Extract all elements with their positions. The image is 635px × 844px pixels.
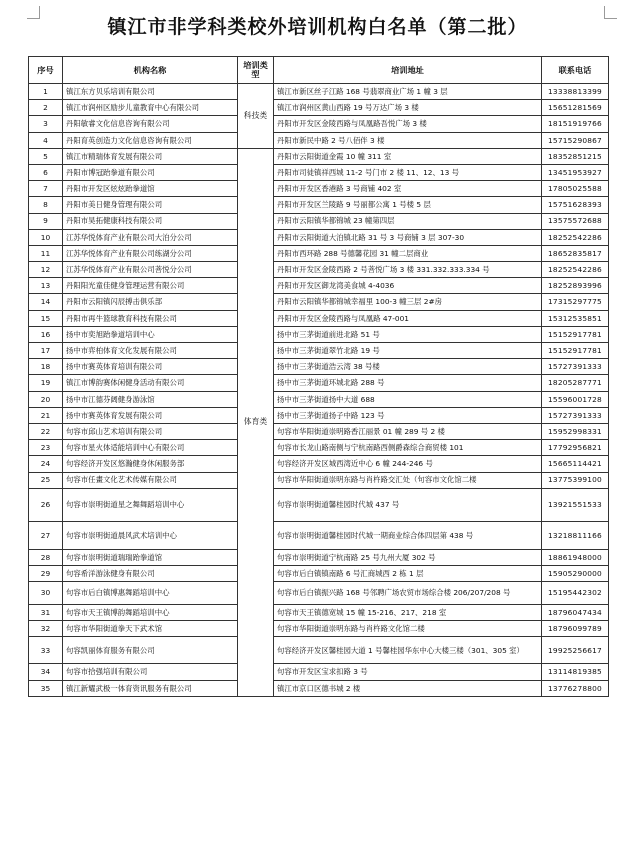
- training-address: 句容市天王镇德宽城 15 幢 15-216、217、218 室: [274, 605, 542, 621]
- contact-phone: 15905290000: [542, 565, 609, 581]
- row-number: 3: [29, 116, 63, 132]
- training-address: 句容市崇明街道宁杭南路 25 号九州大厦 302 号: [274, 549, 542, 565]
- contact-phone: 18205287771: [542, 375, 609, 391]
- institution-name: 扬中市奕旭跆拳道培训中心: [63, 326, 238, 342]
- table-row: [29, 488, 609, 521]
- training-address: 扬中市三茅街道浩云湾 38 号楼: [274, 359, 542, 375]
- row-number: 10: [29, 229, 63, 245]
- table-row: [29, 164, 609, 180]
- table-row: [29, 391, 609, 407]
- training-address: 丹阳市开发区御龙湾美食城 4-4036: [274, 278, 542, 294]
- training-address: 丹阳市开发区兰陵路 9 号丽都公寓 1 号楼 5 层: [274, 197, 542, 213]
- institution-name: 句容市拾强培训有限公司: [63, 664, 238, 680]
- training-address: 句容市崇明街道馨桂园时代城 437 号: [274, 488, 542, 521]
- header-name: 机构名称: [63, 57, 238, 84]
- training-address: 丹阳市开发区金陵西路 2 号菩悦广场 3 楼 331.332.333.334 号: [274, 262, 542, 278]
- institution-name: 丹阳育英创造力文化信息咨询有限公司: [63, 132, 238, 148]
- institution-name: 江苏华悦体育产业有限公司练湖分公司: [63, 245, 238, 261]
- training-address: 镇江市京口区德书城 2 楼: [274, 680, 542, 696]
- institution-name: 镇江市博韵赛体闲健身活动有限公司: [63, 375, 238, 391]
- contact-phone: 13451953927: [542, 164, 609, 180]
- institution-name: 镇江市润州区励步儿童教育中心有限公司: [63, 100, 238, 116]
- training-address: 句容市后白镇振兴路 168 号邻聘广场农贸市场综合楼 206/207/208 号: [274, 582, 542, 605]
- training-address: 镇江市润州区黄山西路 19 号万达广场 3 楼: [274, 100, 542, 116]
- row-number: 20: [29, 391, 63, 407]
- training-address: 句容经济开发区馨桂园大道 1 号馨桂园华东中心大楼三楼（301、305 室）: [274, 637, 542, 664]
- training-address: 扬中市三茅街道翠竹北路 19 号: [274, 343, 542, 359]
- contact-phone: 15152917781: [542, 343, 609, 359]
- contact-phone: 18652835817: [542, 245, 609, 261]
- table-row: [29, 582, 609, 605]
- institution-name: 江苏华悦体育产业有限公司菩悦分公司: [63, 262, 238, 278]
- row-number: 8: [29, 197, 63, 213]
- training-address: 丹阳市云阳街道大泊镇北路 31 号 3 号商铺 3 层 307-30: [274, 229, 542, 245]
- table-row: [29, 375, 609, 391]
- contact-phone: 15727391333: [542, 407, 609, 423]
- training-type: 科技类: [238, 84, 274, 149]
- institution-name: 句容市后白镇博惠舞蹈培训中心: [63, 582, 238, 605]
- training-address: 句容市长龙山路南侧与宁杭南路西侧爵森综合商贸楼 101: [274, 440, 542, 456]
- training-address: 句容市后白镇镇南路 6 号汇商城西 2 栋 1 层: [274, 565, 542, 581]
- table-row: [29, 310, 609, 326]
- contact-phone: 13114819385: [542, 664, 609, 680]
- training-address: 丹阳市司徒镇祥西城 11-2 号门市 2 楼 11、12、13 号: [274, 164, 542, 180]
- table-row: [29, 456, 609, 472]
- row-number: 5: [29, 148, 63, 164]
- contact-phone: 13775399100: [542, 472, 609, 488]
- header-address: 培训地址: [274, 57, 542, 84]
- institution-name: 句容凯丽体育服务有限公司: [63, 637, 238, 664]
- row-number: 28: [29, 549, 63, 565]
- header-phone: 联系电话: [542, 57, 609, 84]
- table-row: [29, 229, 609, 245]
- institution-name: 句容市星火体适能培训中心有限公司: [63, 440, 238, 456]
- row-number: 26: [29, 488, 63, 521]
- institution-name: 句容市崇明街道星之舞舞蹈培训中心: [63, 488, 238, 521]
- institution-name: 丹阳市云阳镇闪辰搏击俱乐部: [63, 294, 238, 310]
- table-row: [29, 213, 609, 229]
- contact-phone: 13921551533: [542, 488, 609, 521]
- table-row: [29, 116, 609, 132]
- institution-name: 句容市任畫文化艺术传媒有限公司: [63, 472, 238, 488]
- institution-name: 句容市华阳街道拳天下武术馆: [63, 621, 238, 637]
- row-number: 1: [29, 84, 63, 100]
- row-number: 6: [29, 164, 63, 180]
- row-number: 7: [29, 181, 63, 197]
- table-row: [29, 407, 609, 423]
- table-row: [29, 294, 609, 310]
- table-row: [29, 565, 609, 581]
- row-number: 18: [29, 359, 63, 375]
- table-row: [29, 472, 609, 488]
- header-no: 序号: [29, 57, 63, 84]
- contact-phone: 19925256617: [542, 637, 609, 664]
- contact-phone: 17792956821: [542, 440, 609, 456]
- row-number: 17: [29, 343, 63, 359]
- training-address: 镇江市新区丝子江路 168 号翡翠商业广场 1 幢 3 层: [274, 84, 542, 100]
- contact-phone: 15596001728: [542, 391, 609, 407]
- contact-phone: 15651281569: [542, 100, 609, 116]
- training-address: 丹阳市云阳镇华都锦城 23 幢第四层: [274, 213, 542, 229]
- row-number: 30: [29, 582, 63, 605]
- row-number: 4: [29, 132, 63, 148]
- table-header-row: [29, 57, 609, 84]
- row-number: 15: [29, 310, 63, 326]
- institution-name: 扬中市赛英体育发展有限公司: [63, 407, 238, 423]
- table-row: [29, 637, 609, 664]
- row-number: 16: [29, 326, 63, 342]
- row-number: 21: [29, 407, 63, 423]
- institution-name: 句容市崇明街道瑞瑞跆拳道馆: [63, 549, 238, 565]
- table-row: [29, 100, 609, 116]
- row-number: 13: [29, 278, 63, 294]
- institution-name: 江苏华悦体育产业有限公司大泊分公司: [63, 229, 238, 245]
- table-row: [29, 245, 609, 261]
- institution-name: 丹阳市美日健身管理有限公司: [63, 197, 238, 213]
- institution-name: 句容市邱山艺术培训有限公司: [63, 423, 238, 439]
- contact-phone: 18796099789: [542, 621, 609, 637]
- table-row: [29, 326, 609, 342]
- training-address: 句容市华阳街道崇明东路与肖杵路文化馆二楼: [274, 621, 542, 637]
- table-row: [29, 132, 609, 148]
- institution-name: 丹阳市博冠跆拳道有限公司: [63, 164, 238, 180]
- row-number: 22: [29, 423, 63, 439]
- contact-phone: 15751628393: [542, 197, 609, 213]
- table-row: [29, 521, 609, 549]
- table-row: [29, 262, 609, 278]
- institution-name: 句容市天王镇博韵舞蹈培训中心: [63, 605, 238, 621]
- training-address: 丹阳市开发区金陵西路与凤凰路吾悦广场 3 楼: [274, 116, 542, 132]
- table-row: [29, 664, 609, 680]
- institution-name: 句容经济开发区悠瀚健身休闲服务部: [63, 456, 238, 472]
- row-number: 29: [29, 565, 63, 581]
- contact-phone: 17315297775: [542, 294, 609, 310]
- training-address: 丹阳市云阳镇华都锦城幸福里 100-3 幢三层 2#房: [274, 294, 542, 310]
- institution-name: 镇江市精瑞体育发展有限公司: [63, 148, 238, 164]
- training-address: 句容市华阳街道崇明路香江丽景 01 幢 289 号 2 楼: [274, 423, 542, 439]
- contact-phone: 13338813399: [542, 84, 609, 100]
- table-row: [29, 680, 609, 696]
- training-address: 丹阳市开发区金陵西路与凤凰路 47-001: [274, 310, 542, 326]
- institution-name: 丹阳敏睿文化信息咨询有限公司: [63, 116, 238, 132]
- contact-phone: 18151919766: [542, 116, 609, 132]
- row-number: 2: [29, 100, 63, 116]
- row-number: 25: [29, 472, 63, 488]
- table-row: [29, 605, 609, 621]
- contact-phone: 18252542286: [542, 229, 609, 245]
- institution-name: 丹阳市开发区炫炫跆拳道馆: [63, 181, 238, 197]
- institution-name: 扬中市江德芬阔健身游泳馆: [63, 391, 238, 407]
- training-address: 扬中市三茅街道扬中大道 688: [274, 391, 542, 407]
- institution-name: 丹阳市再牛篮球教育科技有限公司: [63, 310, 238, 326]
- training-address: 扬中市三茅街道前进北路 51 号: [274, 326, 542, 342]
- contact-phone: 15152917781: [542, 326, 609, 342]
- row-number: 12: [29, 262, 63, 278]
- contact-phone: 18796047434: [542, 605, 609, 621]
- training-address: 丹阳市新民中路 2 号八佰伴 3 楼: [274, 132, 542, 148]
- row-number: 9: [29, 213, 63, 229]
- table-row: [29, 278, 609, 294]
- training-address: 丹阳市开发区香港路 3 号商铺 402 室: [274, 181, 542, 197]
- row-number: 31: [29, 605, 63, 621]
- row-number: 32: [29, 621, 63, 637]
- row-number: 23: [29, 440, 63, 456]
- contact-phone: 15312535851: [542, 310, 609, 326]
- table-row: [29, 440, 609, 456]
- row-number: 24: [29, 456, 63, 472]
- row-number: 19: [29, 375, 63, 391]
- contact-phone: 15715290867: [542, 132, 609, 148]
- institution-name: 镇江新耀武极一体育资讯服务有限公司: [63, 680, 238, 696]
- table-body: [29, 84, 609, 697]
- training-address: 句容经济开发区城西湾近中心 6 幢 244-246 号: [274, 456, 542, 472]
- row-number: 27: [29, 521, 63, 549]
- table-row: [29, 359, 609, 375]
- contact-phone: 18352851215: [542, 148, 609, 164]
- training-type: 体育类: [238, 148, 274, 696]
- row-number: 33: [29, 637, 63, 664]
- row-number: 14: [29, 294, 63, 310]
- training-address: 句容市华阳街道崇明东路与肖杵路交汇处（句容市文化馆二楼: [274, 472, 542, 488]
- contact-phone: 18252893996: [542, 278, 609, 294]
- contact-phone: 18861948000: [542, 549, 609, 565]
- table-row: [29, 423, 609, 439]
- training-address: 丹阳市西环路 288 号德馨花园 31 幢二层商业: [274, 245, 542, 261]
- whitelist-table: [28, 56, 609, 697]
- contact-phone: 15195442302: [542, 582, 609, 605]
- table-row: [29, 549, 609, 565]
- institution-name: 句容希洋游泳健身有限公司: [63, 565, 238, 581]
- training-address: 句容市开发区宝求扣路 3 号: [274, 664, 542, 680]
- contact-phone: 13776278800: [542, 680, 609, 696]
- training-address: 丹阳市云阳街道金霞 10 幢 311 室: [274, 148, 542, 164]
- institution-name: 镇江东方贝乐培训有限公司: [63, 84, 238, 100]
- contact-phone: 13218811166: [542, 521, 609, 549]
- institution-name: 丹阳市昊拓健康科技有限公司: [63, 213, 238, 229]
- table-row: [29, 621, 609, 637]
- table-row: [29, 181, 609, 197]
- institution-name: 句容市崇明街道晨风武术培训中心: [63, 521, 238, 549]
- table-row: [29, 197, 609, 213]
- contact-phone: 13575572688: [542, 213, 609, 229]
- contact-phone: 15665114421: [542, 456, 609, 472]
- table-row: [29, 148, 609, 164]
- contact-phone: 17805025588: [542, 181, 609, 197]
- row-number: 35: [29, 680, 63, 696]
- contact-phone: 15727391333: [542, 359, 609, 375]
- institution-name: 扬中市弈柏体育文化发展有限公司: [63, 343, 238, 359]
- header-type: 培训类型: [238, 57, 274, 84]
- table-row: [29, 84, 609, 100]
- training-address: 句容市崇明街道馨桂园时代城一期商业综合体四层第 438 号: [274, 521, 542, 549]
- row-number: 34: [29, 664, 63, 680]
- institution-name: 扬中市赛英体育培训有限公司: [63, 359, 238, 375]
- table-row: [29, 343, 609, 359]
- contact-phone: 15952998331: [542, 423, 609, 439]
- training-address: 扬中市三茅街道扬子中路 123 号: [274, 407, 542, 423]
- training-address: 扬中市三茅街道环城北路 288 号: [274, 375, 542, 391]
- document-title: 镇江市非学科类校外培训机构白名单（第二批）: [107, 16, 528, 38]
- institution-name: 丹阳阳光童佳健身管理运营有限公司: [63, 278, 238, 294]
- row-number: 11: [29, 245, 63, 261]
- contact-phone: 18252542286: [542, 262, 609, 278]
